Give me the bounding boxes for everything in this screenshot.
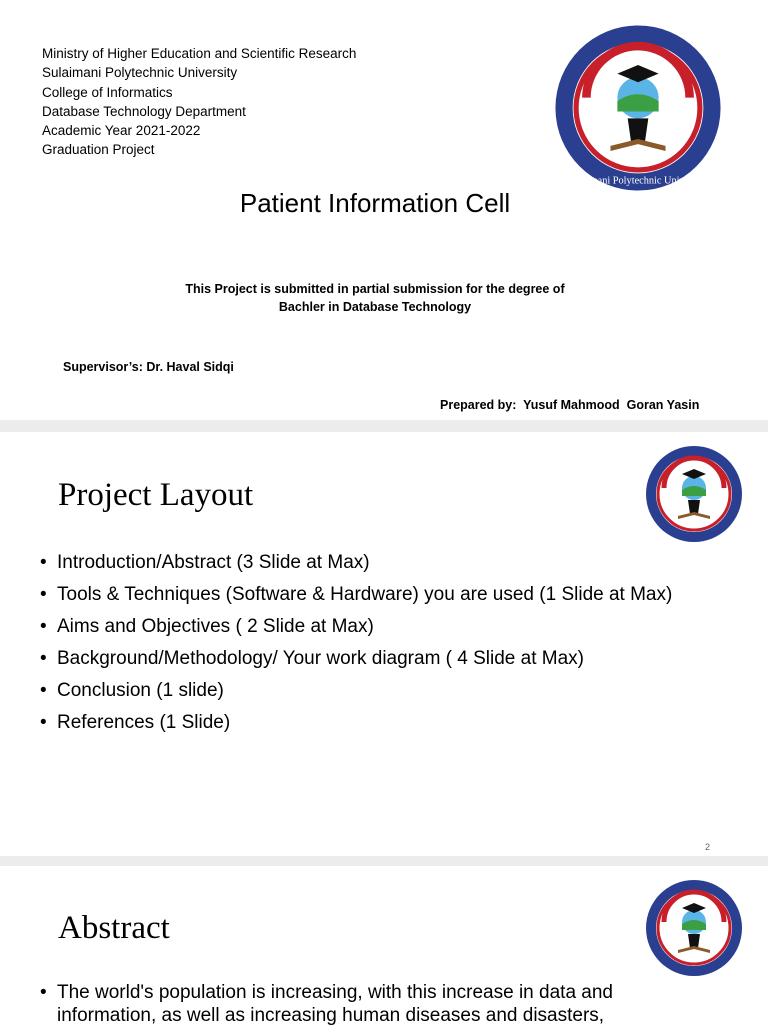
list-item: • References (1 Slide) [40,707,672,739]
list-item: • The world's population is increasing, with this increase in data and [40,981,613,1004]
slide-title: Abstract [58,910,170,946]
degree-line-1: This Project is submitted in partial submission for the degree of [185,282,565,296]
slide-title: Project Layout [58,477,254,513]
page-number: 2 [704,842,710,852]
header-line-department: Database Technology Department [42,103,246,119]
logo-text: Sulaimani Polytechnic University [568,175,708,187]
header-line-year: Academic Year 2021-2022 [42,123,201,139]
bullet-list [40,981,613,1027]
university-logo [644,444,744,544]
list-item-continuation: information, as well as increasing human diseases and disasters, [57,1005,605,1026]
institution-header [42,44,356,160]
abstract-slide [0,866,768,1024]
header-line-project: Graduation Project [42,142,155,158]
list-item: • Tools & Techniques (Software & Hardware) you are used (1 Slide at Max) [40,579,672,611]
title-slide [0,0,768,420]
slide-separator [0,856,768,866]
university-logo [548,22,728,194]
degree-line-2: Bachler in Database Technology [278,300,472,314]
header-line-ministry: Ministry of Higher Education and Scientific Research [42,46,357,61]
list-item: • Background/Methodology/ Your work diagram ( 4 Slide at Max) [40,643,672,675]
list-item: • Conclusion (1 slide) [40,675,672,707]
supervisor: Supervisor’s: Dr. Haval Sidqi [63,360,234,374]
degree-statement [0,280,750,316]
list-item: • Aims and Objectives ( 2 Slide at Max) [40,611,672,643]
bullet-list [40,547,672,739]
prepared-by-line-1: Prepared by: Yusuf Mahmood Goran Yasin [440,398,700,412]
project-layout-slide [0,432,768,856]
header-line-college: College of Informatics [42,84,173,100]
project-title: Patient Information Cell [239,188,511,218]
university-logo [644,878,744,978]
header-line-university: Sulaimani Polytechnic University [42,65,238,81]
list-item: • Introduction/Abstract (3 Slide at Max) [40,547,672,579]
